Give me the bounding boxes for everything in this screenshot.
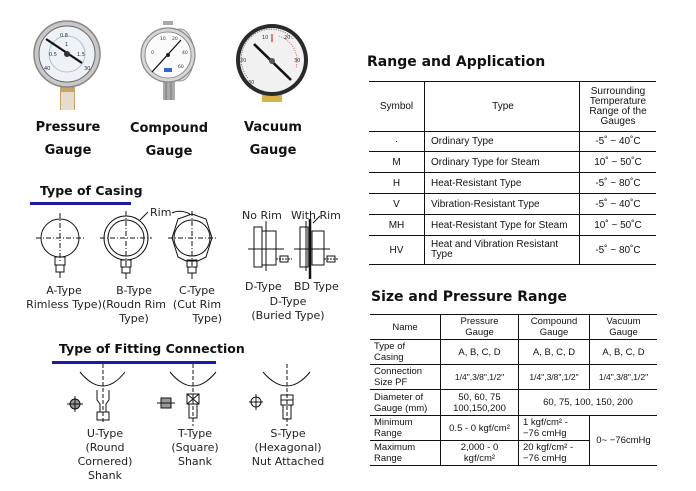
- vacuum-gauge-label: [233, 116, 313, 162]
- caption-line: (Buried Type): [251, 309, 325, 322]
- table-header-row: [369, 82, 656, 132]
- symbol-cell: V: [369, 194, 425, 215]
- svg-text:0.5: 0.5: [49, 52, 57, 58]
- caption-line: Shank: [177, 455, 213, 468]
- symbol-cell: HV: [369, 236, 425, 265]
- table-header-row: [370, 315, 657, 340]
- svg-text:0.8: 0.8: [60, 33, 68, 39]
- size-pressure-table: [370, 314, 657, 466]
- table-row: [369, 152, 656, 173]
- pressure-cell: A, B, C, D: [441, 340, 519, 365]
- svg-text:60: 60: [178, 65, 184, 70]
- caption-line: D-Type: [269, 295, 307, 308]
- fitting-s-type-caption: [248, 427, 328, 469]
- svg-text:30: 30: [84, 66, 91, 72]
- caption-line: (Roudn Rim: [101, 298, 166, 311]
- d-type-group-caption: [250, 295, 326, 323]
- type-cell: Heat-Resistant Type: [425, 173, 580, 194]
- table-row: [369, 173, 656, 194]
- row-name-cell: Diameter of Gauge (mm): [370, 390, 441, 416]
- temp-cell: -5˚ ~ 40˚C: [580, 132, 657, 152]
- no-rim-label: No Rim: [242, 209, 282, 222]
- caption-line: C-Type: [179, 284, 215, 297]
- compound-cell: 1 kgf/cm² - −76 cmHg: [519, 416, 590, 441]
- table-row: [369, 194, 656, 215]
- compound-vacuum-cell: 60, 75, 100, 150, 200: [519, 390, 658, 416]
- symbol-cell: MH: [369, 215, 425, 236]
- svg-text:20: 20: [240, 58, 247, 64]
- svg-text:40: 40: [44, 66, 51, 72]
- gauge-label-line1: Compound: [129, 121, 209, 136]
- row-name-cell: Minimum Range: [370, 416, 441, 441]
- compound-cell: 20 kgf/cm² - −76 cmHg: [519, 441, 590, 466]
- svg-text:20: 20: [172, 37, 178, 42]
- type-cell: Ordinary Type: [425, 132, 580, 152]
- type-cell: Ordinary Type for Steam: [425, 152, 580, 173]
- svg-text:1: 1: [65, 42, 69, 48]
- caption-line: (Hexagonal): [254, 441, 322, 454]
- rim-callout-label: Rim: [150, 206, 172, 219]
- svg-text:10: 10: [262, 35, 269, 41]
- compound-gauge-image: [138, 20, 200, 102]
- symbol-cell: H: [369, 173, 425, 194]
- table-row: [369, 236, 656, 265]
- row-name-cell: Connection Size PF: [370, 365, 441, 390]
- svg-text:30: 30: [294, 58, 301, 64]
- svg-text:30: 30: [248, 80, 255, 86]
- bd-type-label: BD Type: [294, 280, 339, 293]
- header-compound-gauge: Compound Gauge: [519, 315, 590, 340]
- caption-line: B-Type: [116, 284, 152, 297]
- caption-line: S-Type: [270, 427, 306, 440]
- header-vacuum-gauge: Vacuum Gauge: [590, 315, 658, 340]
- gauge-label-line2: Gauge: [145, 144, 193, 159]
- svg-text:20: 20: [284, 35, 291, 41]
- range-application-title: Range and Application: [367, 54, 546, 70]
- type-cell: Vibration-Resistant Type: [425, 194, 580, 215]
- table-row: [370, 340, 657, 365]
- fitting-section-title: Type of Fitting Connection: [59, 341, 245, 356]
- fitting-diagrams: [55, 362, 315, 430]
- compound-cell: A, B, C, D: [519, 340, 590, 365]
- size-pressure-title: Size and Pressure Range: [371, 289, 567, 305]
- caption-line: (Round Cornered): [77, 441, 133, 468]
- casing-c-type-caption: [172, 284, 222, 326]
- pressure-cell: 1/4",3/8",1/2": [441, 365, 519, 390]
- svg-text:1.5: 1.5: [77, 52, 85, 58]
- range-application-table: [369, 81, 656, 265]
- temp-cell: -5˚ ~ 80˚C: [580, 173, 657, 194]
- casing-a-type-caption: [24, 284, 104, 312]
- svg-text:40: 40: [182, 51, 188, 56]
- caption-line: Shank: [87, 469, 123, 482]
- pressure-gauge-image: [32, 20, 104, 112]
- table-row: [370, 365, 657, 390]
- type-cell: Heat and Vibration Resistant Type: [425, 236, 580, 265]
- temp-cell: 10˚ ~ 50˚C: [580, 152, 657, 173]
- type-cell: Heat-Resistant Type for Steam: [425, 215, 580, 236]
- gauge-label-line1: Pressure: [35, 120, 101, 135]
- caption-line: U-Type: [86, 427, 124, 440]
- temp-cell: -5˚ ~ 40˚C: [580, 194, 657, 215]
- caption-line: Type): [192, 312, 222, 325]
- compound-cell: 1/4",3/8",1/2": [519, 365, 590, 390]
- table-row: [369, 132, 656, 152]
- header-temperature: Surrounding Temperature Range of the Gauges: [580, 82, 657, 132]
- d-type-label: D-Type: [245, 280, 282, 293]
- casing-section-title: Type of Casing: [40, 183, 143, 198]
- gauge-label-line1: Vacuum: [244, 120, 302, 135]
- gauge-label-line2: Gauge: [44, 143, 92, 158]
- header-symbol: Symbol: [369, 82, 425, 132]
- table-row: [370, 390, 657, 416]
- caption-line: (Cut Rim: [172, 298, 222, 311]
- temp-cell: -5˚ ~ 80˚C: [580, 236, 657, 265]
- caption-line: Nut Attached: [251, 455, 325, 468]
- header-type: Type: [425, 82, 580, 132]
- caption-line: (Square): [171, 441, 219, 454]
- caption-line: Rimless Type): [26, 298, 102, 311]
- casing-b-type-caption: [98, 284, 170, 326]
- compound-gauge-label: [126, 117, 212, 163]
- caption-line: Type): [119, 312, 149, 325]
- svg-text:0: 0: [151, 51, 154, 56]
- vacuum-cell: 1/4",3/8",1/2": [590, 365, 658, 390]
- fitting-t-type-caption: [162, 427, 228, 469]
- fitting-u-type-caption: [58, 427, 152, 483]
- header-pressure-gauge: Pressure Gauge: [441, 315, 519, 340]
- caption-line: A-Type: [46, 284, 82, 297]
- table-row: [370, 416, 657, 441]
- svg-text:10: 10: [160, 37, 166, 42]
- pressure-gauge-label: [28, 116, 108, 162]
- pressure-cell: 0.5 - 0 kgf/cm²: [441, 416, 519, 441]
- pressure-cell: 50, 60, 75 100,150,200: [441, 390, 519, 416]
- row-name-cell: Maximum Range: [370, 441, 441, 466]
- symbol-cell: ·: [369, 132, 425, 152]
- vacuum-range-cell: 0~ −76cmHg: [590, 416, 658, 466]
- vacuum-cell: A, B, C, D: [590, 340, 658, 365]
- vacuum-gauge-image: [234, 24, 310, 104]
- temp-cell: 10˚ ~ 50˚C: [580, 215, 657, 236]
- table-row: [369, 215, 656, 236]
- caption-line: T-Type: [178, 427, 212, 440]
- gauge-label-line2: Gauge: [249, 143, 297, 158]
- symbol-cell: M: [369, 152, 425, 173]
- row-name-cell: Type of Casing: [370, 340, 441, 365]
- header-name: Name: [370, 315, 441, 340]
- pressure-cell: 2,000 - 0 kgf/cm²: [441, 441, 519, 466]
- with-rim-label: With Rim: [291, 209, 341, 222]
